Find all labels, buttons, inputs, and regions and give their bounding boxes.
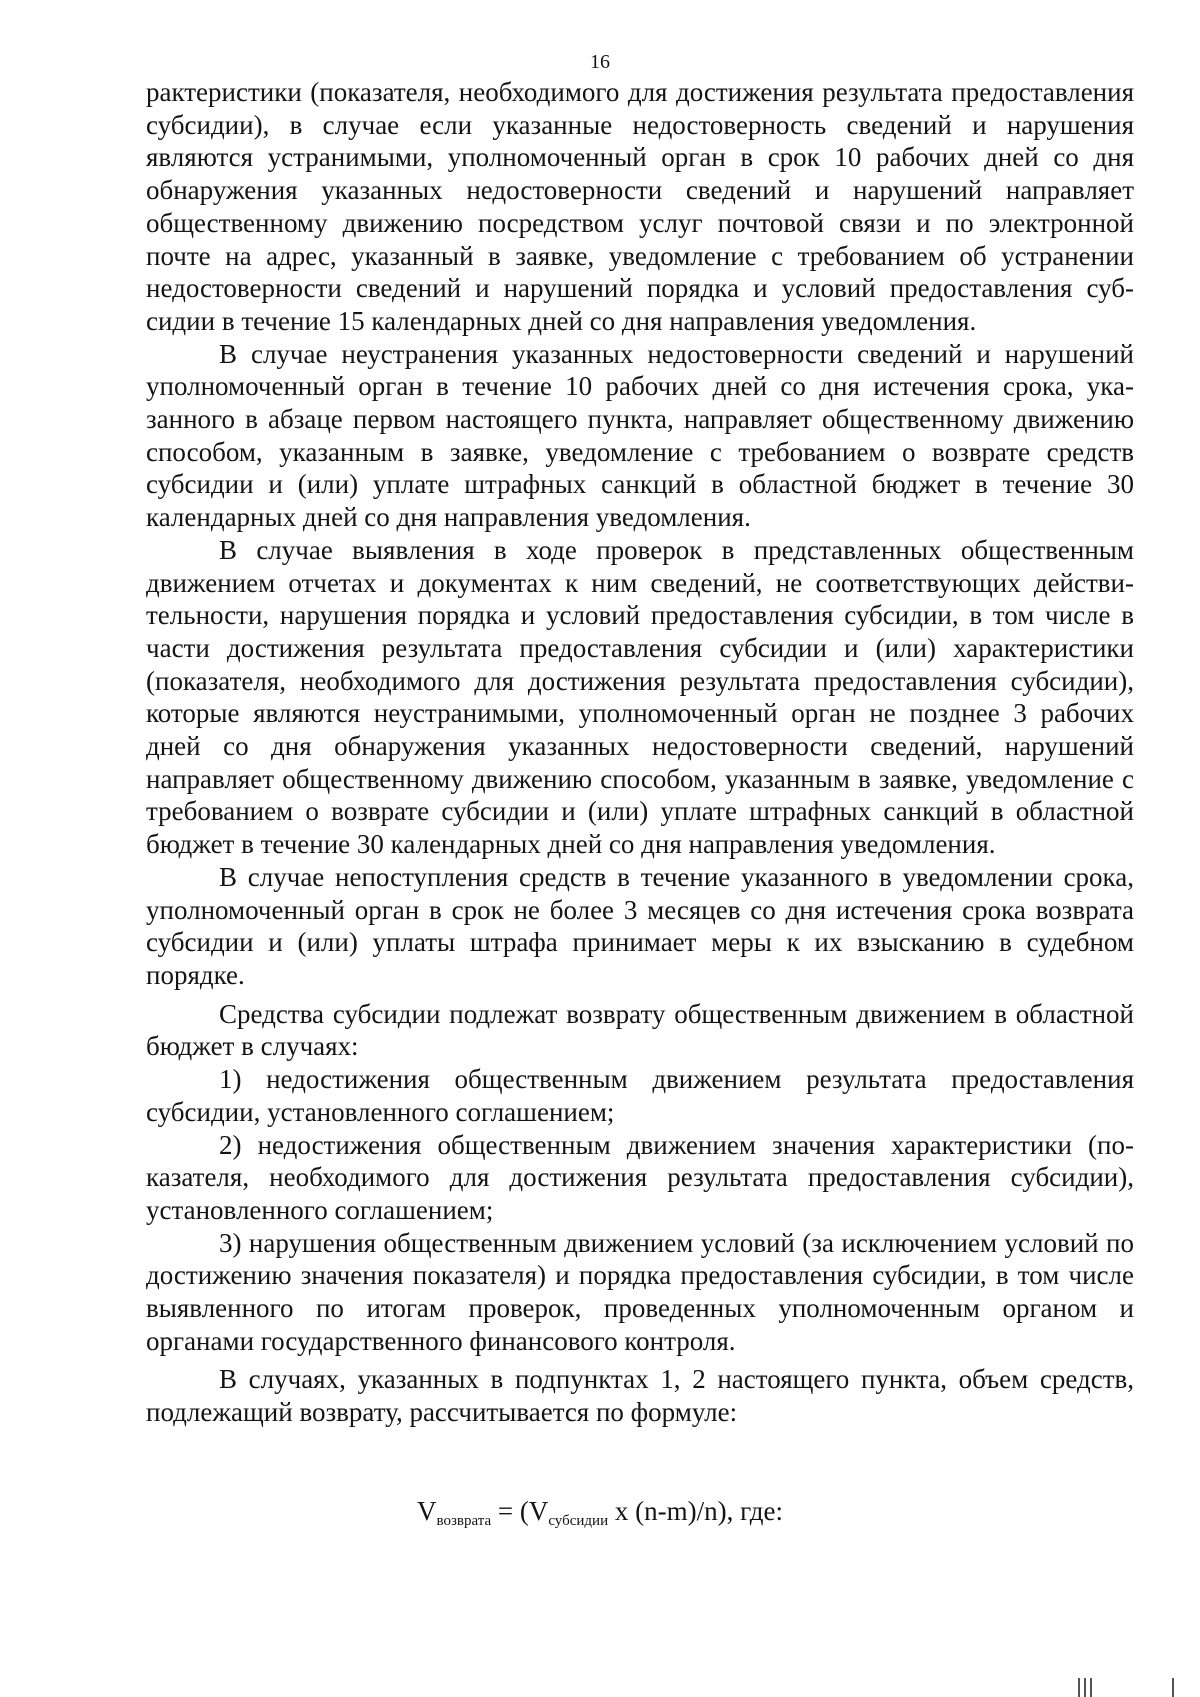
formula-subscript-subsidy: субсидии — [548, 1513, 609, 1529]
paragraph-return-cases: Средства субсидии подлежат возврату общественным движением в областной бюджет в случаях: — [146, 998, 1134, 1062]
formula-v1: V — [416, 1496, 437, 1526]
paragraph-continuation: рактеристики (показателя, необходимого для достижения результата предоставления субсидии), в случае если указанные недостоверность сведений и нарушения являются устранимыми, уполномоченный орган в срок 10 рабочих дней со дня обнаружения указанных недостоверности сведений и нарушений направляет общественному движению посредством услуг почтовой связи и по электронной почте на адрес, указанный в заявке, уведомление с требованием об устранении недостоверности сведений и нарушений порядка и условий предоставления субсидии в течение 15 календарных дней со дня направления уведомления. — [146, 77, 1134, 336]
page-number: 16 — [590, 51, 610, 73]
list-item-3: 3) нарушения общественным движением условий (за исключением условий по достижению значения показателя) и порядка предоставления субсидии, в том числе выявленного по итогам проверок, проведенных уполномоченным органом и органами государственного финансового контроля. — [146, 1227, 1134, 1356]
list-item-2: 2) недостижения общественным движением значения характеристики (показателя, необходимого для достижения результата предоставления субсидии), установленного соглашением; — [146, 1129, 1134, 1225]
formula-rest: x (n-m)/n), где: — [608, 1496, 784, 1526]
paragraph-non-receipt: В случае непоступления средств в течение указанного в уведомлении срока, уполномоченный орган в срок не более 3 месяцев со дня истечения срока возврата субсидии и (или) уплаты штрафа принимает меры к их взысканию в судебном порядке. — [146, 861, 1134, 990]
paragraph-inspection-findings: В случае выявления в ходе проверок в представленных общественным движением отчетах и документах к ним сведений, не соответствующих действительности, нарушения порядка и условий предоставления субсидии, в том числе в части достижения результата предоставления субсидии и (или) характеристики (показателя, необходимого для достижения результата предоставления субсидии), которые являются неустранимыми, уполномоченный орган не позднее 3 рабочих дней со дня обнаружения указанных недостоверности сведений, нарушений направляет общественному движению способом, указанным в заявке, уведомление с требованием о возврате субсидии и (или) уплате штрафных санкций в областной бюджет в течение 30 календарных дней со дня направления уведомления. — [146, 534, 1134, 860]
formula-subscript-return: возврата — [436, 1513, 492, 1529]
return-formula — [0, 1494, 1200, 1528]
paragraph-formula-intro: В случаях, указанных в подпунктах 1, 2 настоящего пункта, объем средств, подлежащий возврату, рассчитывается по формуле: — [146, 1364, 1134, 1428]
formula-equals: = (V — [491, 1496, 549, 1526]
list-item-1: 1) недостижения общественным движением результата предоставления субсидии, установленного соглашением; — [146, 1064, 1134, 1127]
paragraph-non-elimination: В случае неустранения указанных недостоверности сведений и нарушений уполномоченный орган в течение 10 рабочих дней со дня истечения срока, указанного в абзаце первом настоящего пункта, направляет общественному движению способом, указанным в заявке, уведомление с требованием о возврате средств субсидии и (или) уплате штрафных санкций в областной бюджет в течение 30 календарных дней со дня направления уведомления. — [146, 338, 1134, 533]
document-body — [146, 76, 1134, 1429]
scan-edge-marks — [1078, 1678, 1188, 1697]
